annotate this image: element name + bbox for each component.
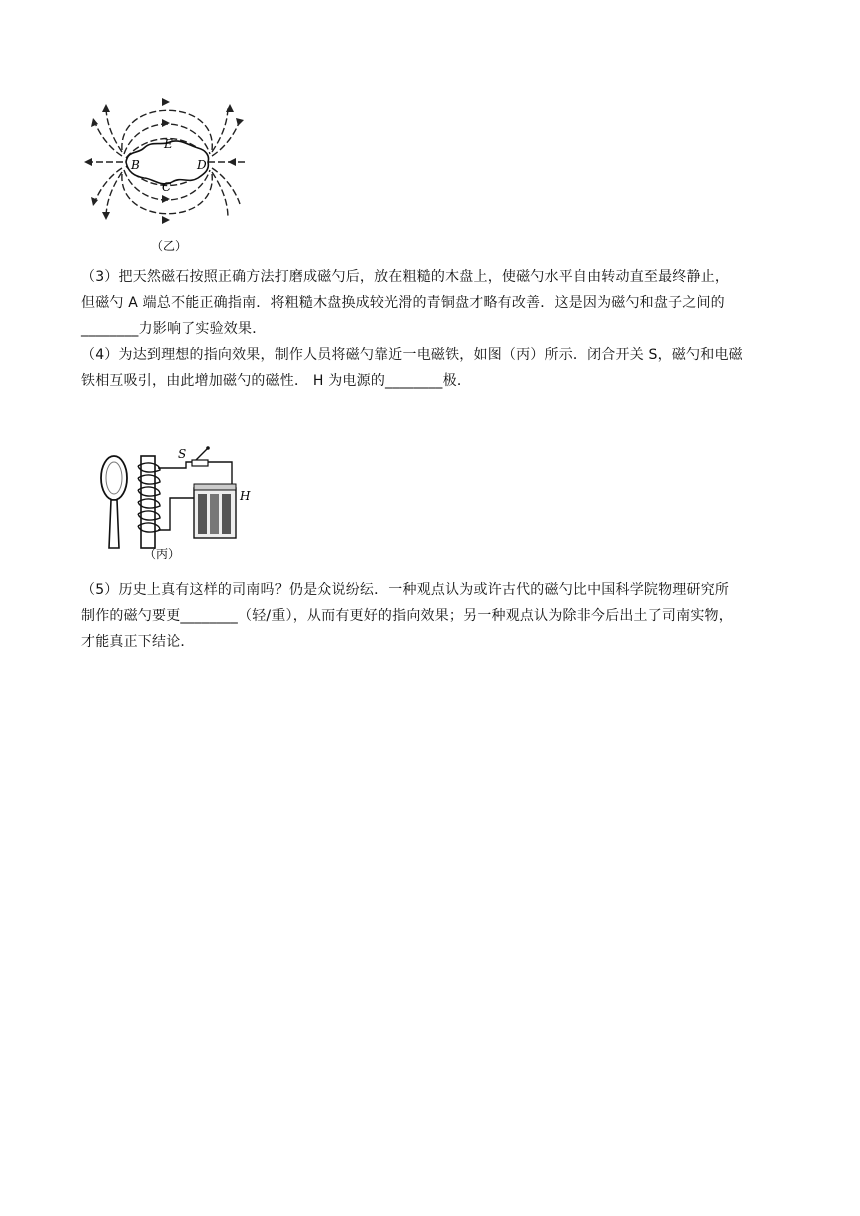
q4-line-2-text: 铁相互吸引，由此增加磁勺的磁性． H 为电源的 — [81, 373, 386, 389]
figure-bing-caption: （丙） — [144, 547, 181, 561]
q3-line-2: 但磁勺 A 端总不能正确指南．将粗糙木盘换成较光滑的青铜盘才略有改善．这是因为磁勺和盘子之间的 — [81, 295, 725, 311]
question-4 — [81, 342, 781, 394]
q5-blank: ________ — [180, 608, 239, 624]
label-c: C — [162, 180, 172, 194]
label-b: B — [131, 158, 140, 172]
q5-line-2 — [81, 603, 781, 629]
label-s: S — [178, 447, 187, 461]
q4-line-1: （4）为达到理想的指向效果，制作人员将磁勺靠近一电磁铁，如图（丙）所示．闭合开关 S，磁勺和电磁 — [81, 347, 743, 363]
switch-icon — [192, 446, 210, 466]
question-5 — [81, 577, 781, 655]
q3-line-1: （3）把天然磁石按照正确方法打磨成磁勺后，放在粗糙的木盘上，使磁勺水平自由转动直至最终静止， — [81, 269, 730, 285]
spoon-icon — [101, 456, 127, 548]
figure-yi-magnetic-field — [78, 92, 253, 257]
q3-blank: ________ — [81, 321, 139, 337]
magnetic-field-diagram — [78, 92, 253, 257]
figure-bing-electromagnet — [94, 438, 264, 563]
q3-line-3 — [81, 316, 781, 342]
q5-line-3: 才能真正下结论． — [81, 634, 195, 650]
battery-icon — [194, 484, 236, 538]
q5-line-2-end: （轻/重），从而有更好的指向效果；另一种观点认为除非今后出土了司南实物， — [238, 608, 733, 624]
label-h: H — [240, 489, 251, 503]
q3-line-3-text: 力影响了实验效果． — [138, 321, 267, 337]
q5-line-1: （5）历史上真有这样的司南吗？仍是众说纷纭．一种观点认为或许古代的磁勺比中国科学院物理研究所 — [81, 582, 730, 598]
question-3 — [81, 264, 781, 342]
figure-yi-caption: （乙） — [151, 239, 188, 253]
electromagnet-diagram — [94, 438, 264, 563]
q4-line-2-end: 极． — [442, 373, 472, 389]
label-d: D — [197, 158, 207, 172]
label-e: E — [164, 137, 173, 151]
q4-line-2 — [81, 368, 781, 394]
q5-line-2-text: 制作的磁勺要更 — [81, 608, 181, 624]
q4-blank: ________ — [385, 373, 443, 389]
